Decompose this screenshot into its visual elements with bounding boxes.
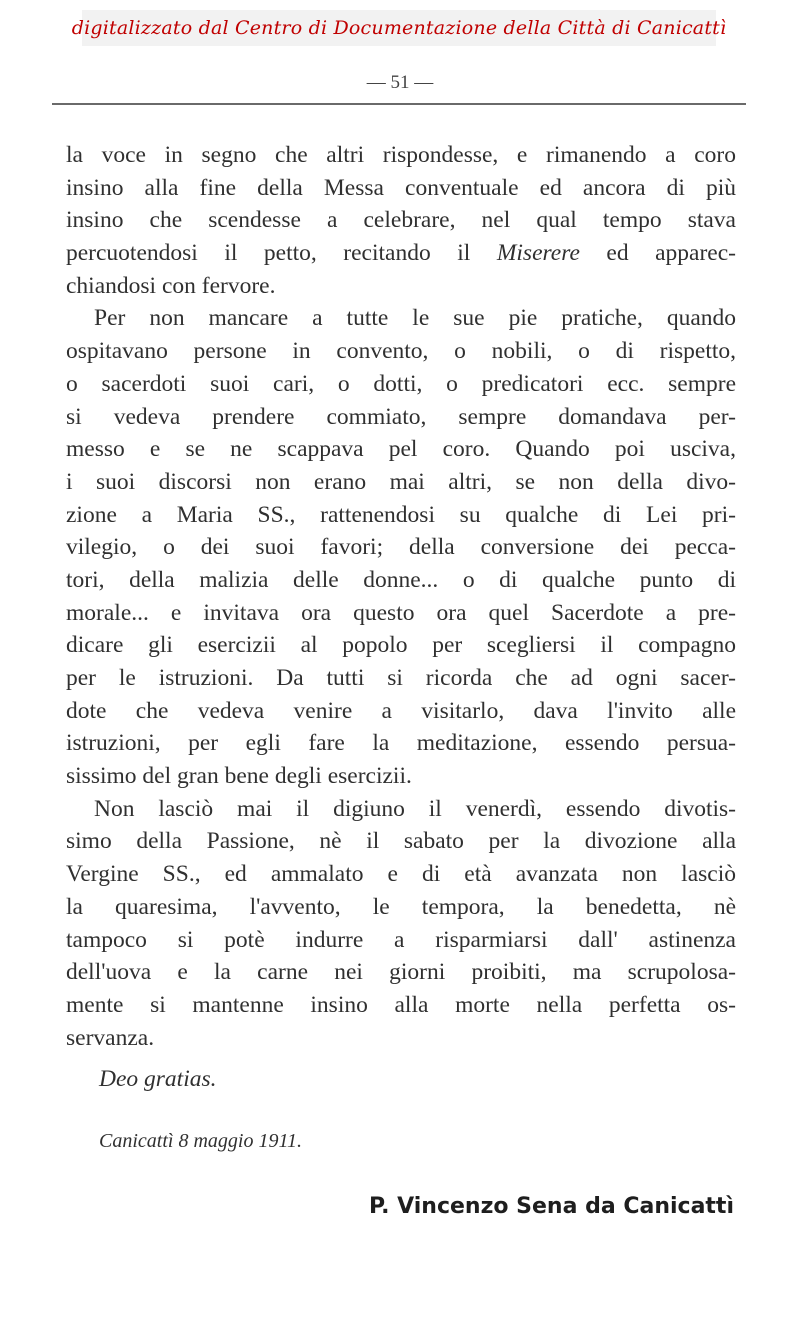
text-line: Non lasciò mai il digiuno il venerdì, essendo divotis- [94,795,736,822]
text-line: chiandosi con fervore. [66,272,276,299]
paragraph [66,302,736,792]
text-line: morale... e invitava ora questo ora quel Sacerdote a pre- [66,599,736,626]
text-segment: percuotendosi il petto, recitando il [66,240,497,267]
text-line: insino che scendesse a celebrare, nel qual tempo stava [66,207,736,234]
page-number: — 51 — [366,72,434,93]
text-line: dell'uova e la carne nei giorni proibiti, ma scrupolosa- [66,959,736,986]
text-line [66,237,736,270]
closing-phrase: Deo gratias. [99,1066,217,1092]
text-line: o sacerdoti suoi cari, o dotti, o predicatori ecc. sempre [66,370,736,397]
text-segment: ed apparec- [579,240,736,267]
text-line: la voce in segno che altri rispondesse, e rimanendo a coro [66,142,736,168]
paragraph [66,139,736,302]
watermark-text: digitalizzato dal Centro di Documentazione della Città di Canicattì [71,17,727,39]
header-rule [52,103,746,105]
text-line: mente si mantenne insino alla morte nella perfetta os- [66,991,736,1018]
text-line: dote che vedeva venire a visitarlo, dava l'invito alle [66,697,736,724]
text-line: per le istruzioni. Da tutti si ricorda che ad ogni sacer- [66,665,736,691]
text-line: tampoco si potè indurre a risparmiarsi dall' astinenza [66,926,736,953]
text-line: si vedeva prendere commiato, sempre domandava per- [66,403,736,430]
text-line: Vergine SS., ed ammalato e di età avanzata non lasciò [66,861,736,888]
text-line: i suoi discorsi non erano mai altri, se non della divo- [66,468,736,495]
text-line: zione a Maria SS., rattenendosi su qualche di Lei pri- [66,501,736,528]
text-line: vilegio, o dei suoi favori; della conversione dei pecca- [66,534,736,561]
text-line: istruzioni, per egli fare la meditazione, essendo persua- [66,730,736,757]
text-line: messo e se ne scappava pel coro. Quando poi usciva, [66,436,736,463]
text-line: simo della Passione, nè il sabato per la divozione alla [66,828,736,855]
text-line: servanza. [66,1024,155,1051]
text-line: tori, della malizia delle donne... o di qualche punto di [66,566,736,593]
text-line: Per non mancare a tutte le sue pie pratiche, quando [94,305,736,332]
author-signature: P. Vincenzo Sena da Canicattì [369,1194,734,1219]
text-line: insino alla fine della Messa conventuale ed ancora di più [66,174,736,201]
paragraph [66,793,736,1055]
text-line: ospitavano persone in convento, o nobili, o di rispetto, [66,338,736,365]
text-line: la quaresima, l'avvento, le tempora, la benedetta, nè [66,893,736,920]
text-line: dicare gli esercizii al popolo per scegliersi il compagno [66,632,736,659]
body-text [66,139,736,1054]
text-line: sissimo del gran bene degli esercizii. [66,763,412,790]
digitization-watermark [71,10,727,46]
date-line: Canicattì 8 maggio 1911. [99,1130,302,1152]
italic-term: Miserere [496,240,580,267]
